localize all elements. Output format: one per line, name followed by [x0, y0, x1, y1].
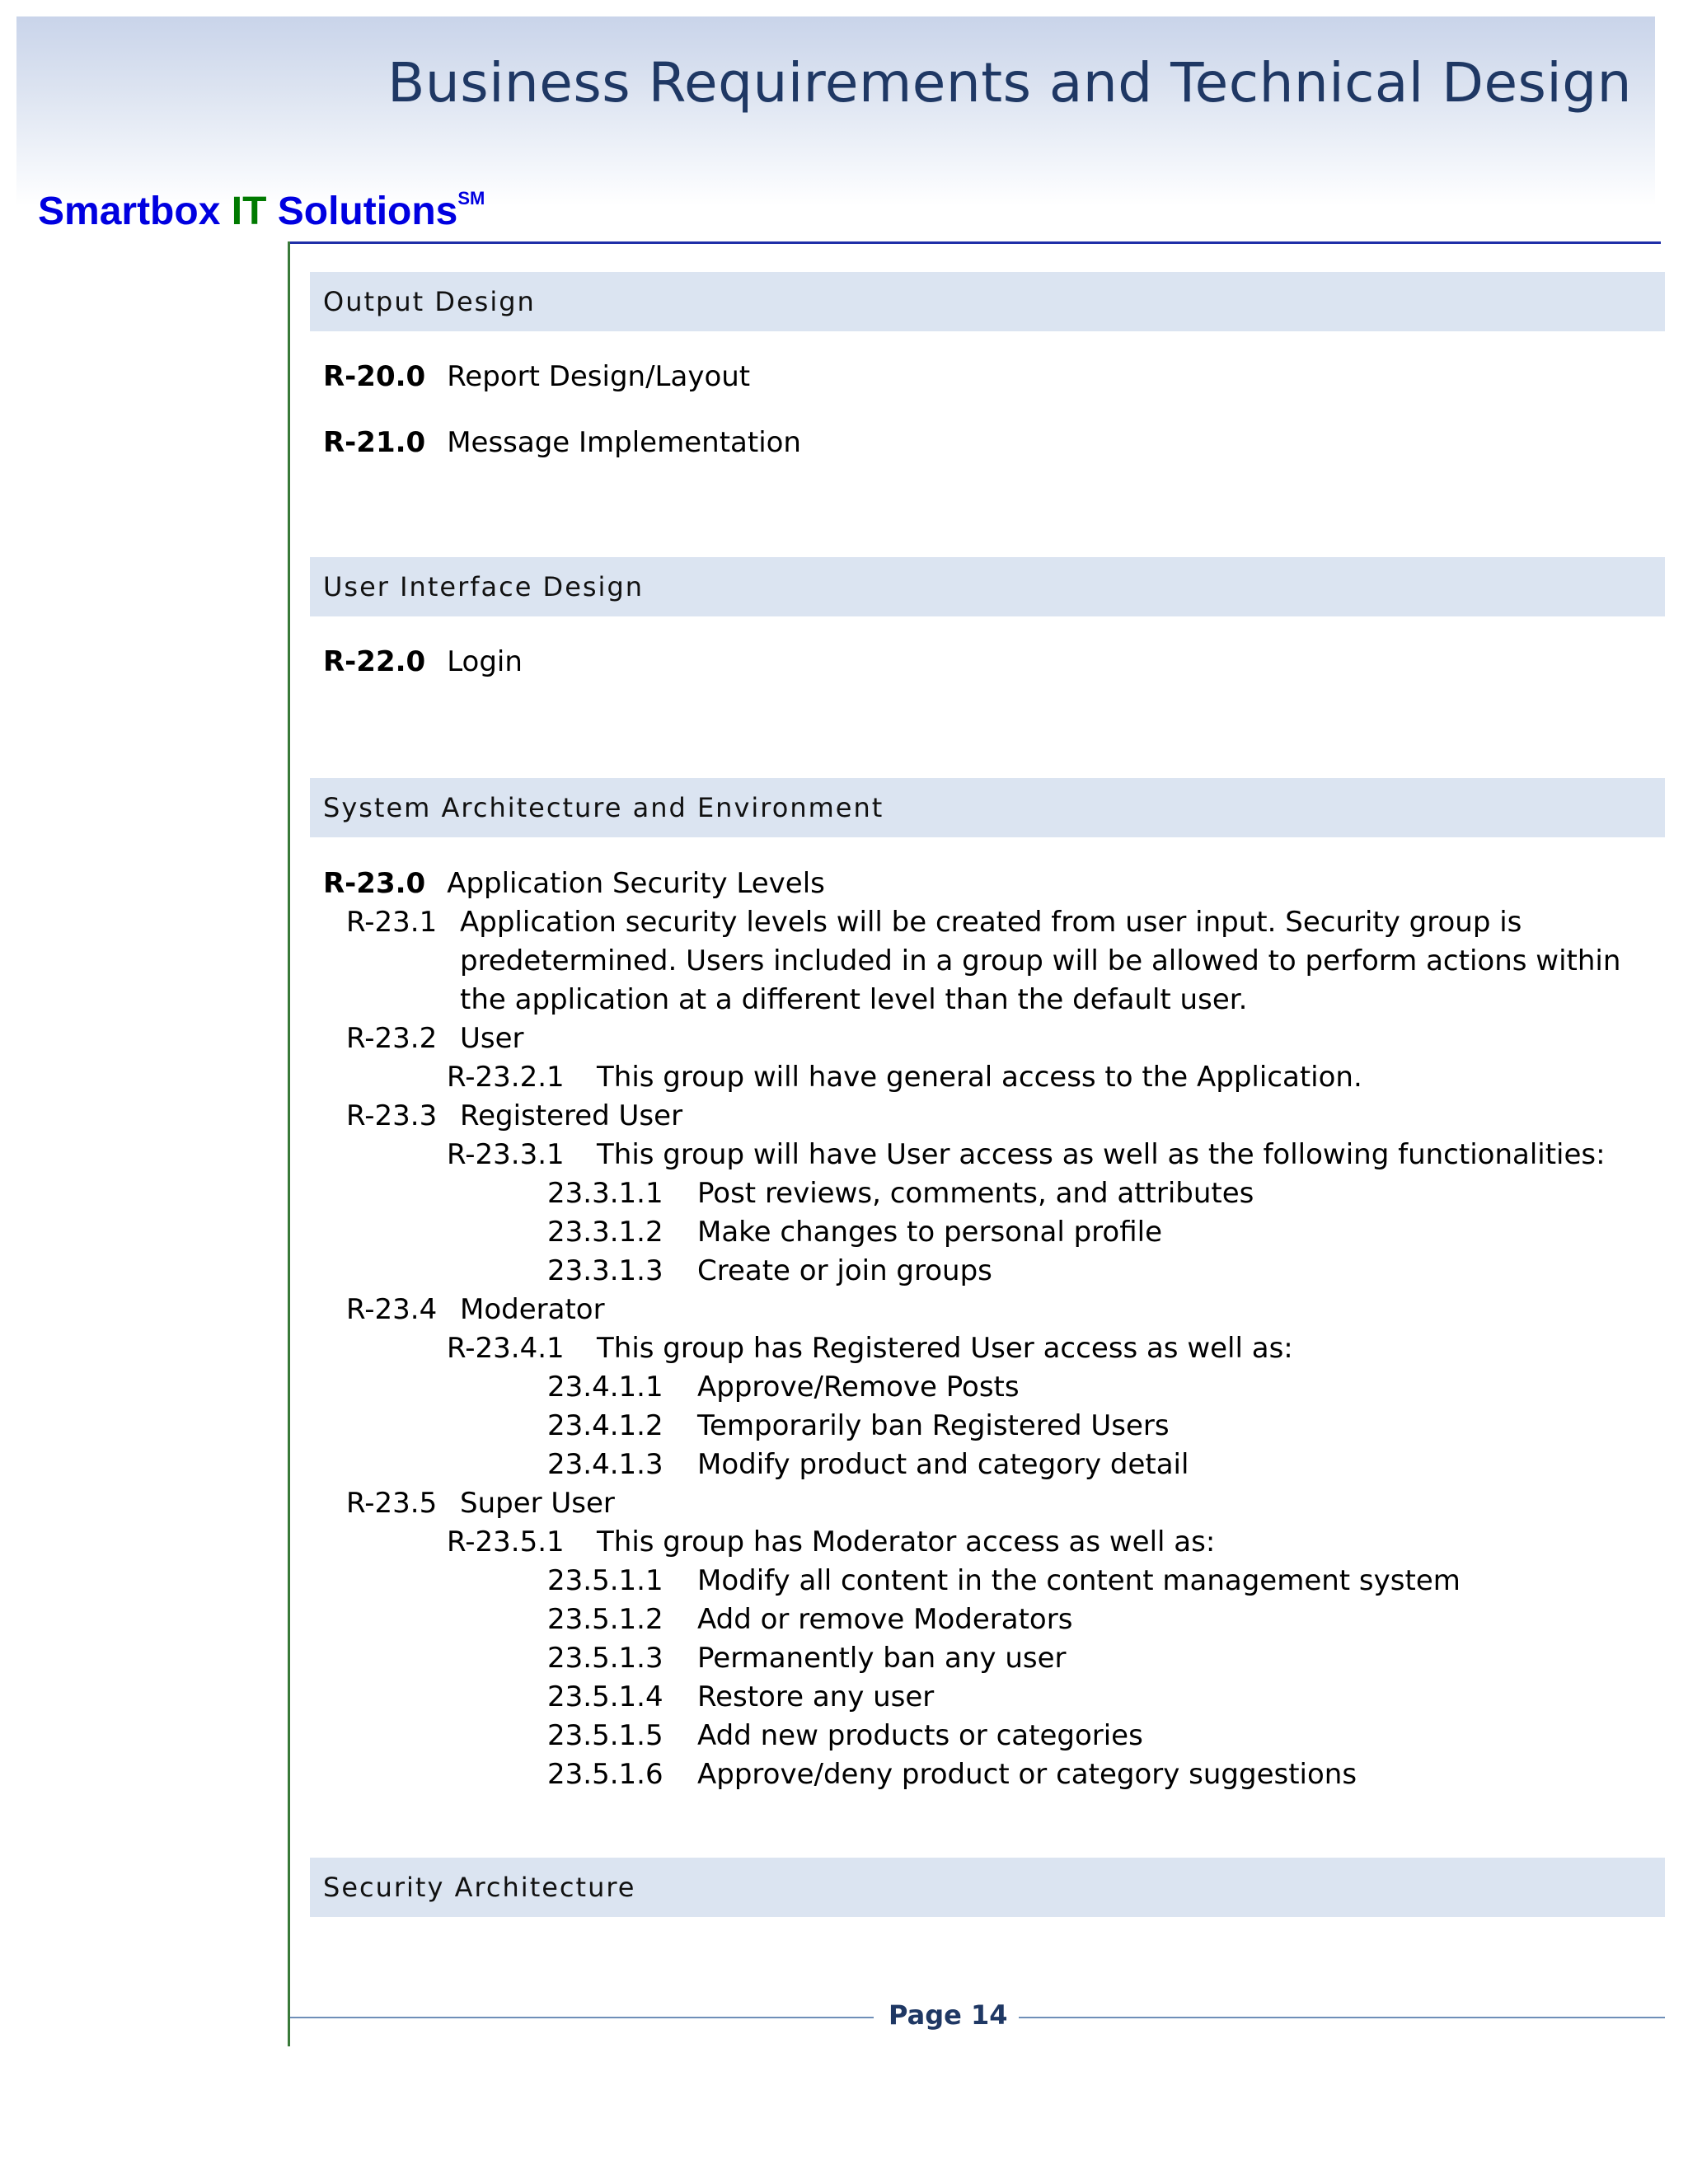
item-text: Create or join groups [697, 1254, 992, 1287]
document-title: Business Requirements and Technical Design [387, 51, 1632, 115]
item-id: 23.5.1.1 [547, 1564, 663, 1597]
item-id: 23.5.1.6 [547, 1758, 663, 1791]
item-text: Modify all content in the content management system [697, 1564, 1461, 1597]
requirement-text: This group has Registered User access as well as: [597, 1332, 1293, 1365]
footer-rule-right [1019, 2017, 1665, 2018]
requirement-r23-1-continued: the application at a different level than the default user. [460, 983, 1248, 1016]
requirement-id: R-23.4.1 [447, 1332, 565, 1365]
requirement-id: R-23.3.1 [447, 1138, 565, 1171]
item-id: 23.4.1.1 [547, 1371, 663, 1404]
list-item [547, 1252, 992, 1290]
list-item [547, 1368, 1020, 1406]
list-item [547, 1213, 1162, 1251]
requirement-r21 [323, 424, 801, 462]
item-text: Approve/Remove Posts [697, 1371, 1020, 1404]
list-item [547, 1755, 1357, 1793]
service-mark: SM [457, 188, 485, 209]
item-text: Make changes to personal profile [697, 1216, 1162, 1249]
requirement-r23-5-1 [447, 1523, 1215, 1561]
requirement-id: R-23.5 [346, 1487, 438, 1520]
item-id: 23.5.1.3 [547, 1642, 663, 1675]
requirement-text: Application Security Levels [447, 867, 825, 900]
item-id: 23.4.1.2 [547, 1409, 663, 1442]
list-item [547, 1639, 1067, 1677]
requirement-r23-1 [346, 903, 1522, 941]
requirement-id: R-23.5.1 [447, 1526, 565, 1558]
item-id: 23.5.1.2 [547, 1603, 663, 1636]
list-item [547, 1601, 1072, 1638]
requirement-id: R-22.0 [323, 645, 426, 678]
requirement-id: R-21.0 [323, 426, 426, 459]
requirement-text: Login [447, 645, 523, 678]
requirement-r23 [323, 865, 825, 902]
requirement-text: Message Implementation [447, 426, 801, 459]
item-text: Permanently ban any user [697, 1642, 1067, 1675]
list-item [547, 1174, 1254, 1212]
section-heading-security: Security Architecture [310, 1858, 1665, 1917]
requirement-text: This group has Moderator access as well as: [597, 1526, 1216, 1558]
item-text: Add new products or categories [697, 1719, 1143, 1752]
item-id: 23.3.1.3 [547, 1254, 663, 1287]
header-rule [288, 241, 1661, 244]
item-id: 23.4.1.3 [547, 1448, 663, 1481]
footer-rule-left [290, 2017, 874, 2018]
item-id: 23.3.1.1 [547, 1177, 663, 1210]
requirement-id: R-23.2.1 [447, 1061, 565, 1094]
item-text: Restore any user [697, 1680, 935, 1713]
requirement-text-line: Application security levels will be created from user input. Security group is [460, 906, 1522, 939]
page-number: Page 14 [889, 1999, 1008, 2031]
requirement-r23-1-continued: predetermined. Users included in a group will be allowed to perform actions within [460, 944, 1621, 977]
requirement-r23-3-1 [447, 1136, 1606, 1174]
requirement-id: R-23.2 [346, 1022, 438, 1055]
list-item [547, 1562, 1461, 1600]
requirement-id: R-23.1 [346, 906, 438, 939]
requirement-text: Report Design/Layout [447, 360, 751, 393]
requirement-r23-4-1 [447, 1329, 1293, 1367]
requirement-r22 [323, 643, 523, 681]
company-brand [38, 188, 485, 234]
requirement-text: Moderator [460, 1293, 605, 1326]
requirement-r23-4 [346, 1291, 605, 1329]
requirement-r23-5 [346, 1484, 615, 1522]
item-text: Modify product and category detail [697, 1448, 1189, 1481]
section-heading-ui-design: User Interface Design [310, 557, 1665, 616]
requirement-id: R-20.0 [323, 360, 426, 393]
requirement-text: This group will have User access as well as the following functionalities: [597, 1138, 1606, 1171]
requirement-r23-2-1 [447, 1058, 1362, 1096]
requirement-text: Registered User [460, 1099, 683, 1132]
item-text: Approve/deny product or category suggestions [697, 1758, 1357, 1791]
requirement-text: User [460, 1022, 524, 1055]
list-item [547, 1407, 1170, 1445]
requirement-text: This group will have general access to the Application. [597, 1061, 1362, 1094]
list-item [547, 1678, 934, 1716]
requirement-r23-3 [346, 1097, 682, 1135]
item-text: Temporarily ban Registered Users [697, 1409, 1170, 1442]
requirement-id: R-23.0 [323, 867, 426, 900]
list-item [547, 1717, 1143, 1755]
margin-rule [288, 241, 290, 2046]
brand-smartbox: Smartbox [38, 190, 232, 233]
brand-it: IT [231, 190, 267, 233]
item-id: 23.5.1.5 [547, 1719, 663, 1752]
requirement-id: R-23.3 [346, 1099, 438, 1132]
requirement-id: R-23.4 [346, 1293, 438, 1326]
item-id: 23.3.1.2 [547, 1216, 663, 1249]
requirement-text: Super User [460, 1487, 615, 1520]
list-item [547, 1446, 1189, 1483]
brand-solutions: Solutions [266, 190, 458, 233]
item-text: Add or remove Moderators [697, 1603, 1073, 1636]
requirement-r23-2 [346, 1019, 524, 1057]
requirement-r20 [323, 358, 750, 396]
item-id: 23.5.1.4 [547, 1680, 663, 1713]
section-heading-architecture: System Architecture and Environment [310, 778, 1665, 837]
item-text: Post reviews, comments, and attributes [697, 1177, 1254, 1210]
section-heading-output-design: Output Design [310, 272, 1665, 331]
